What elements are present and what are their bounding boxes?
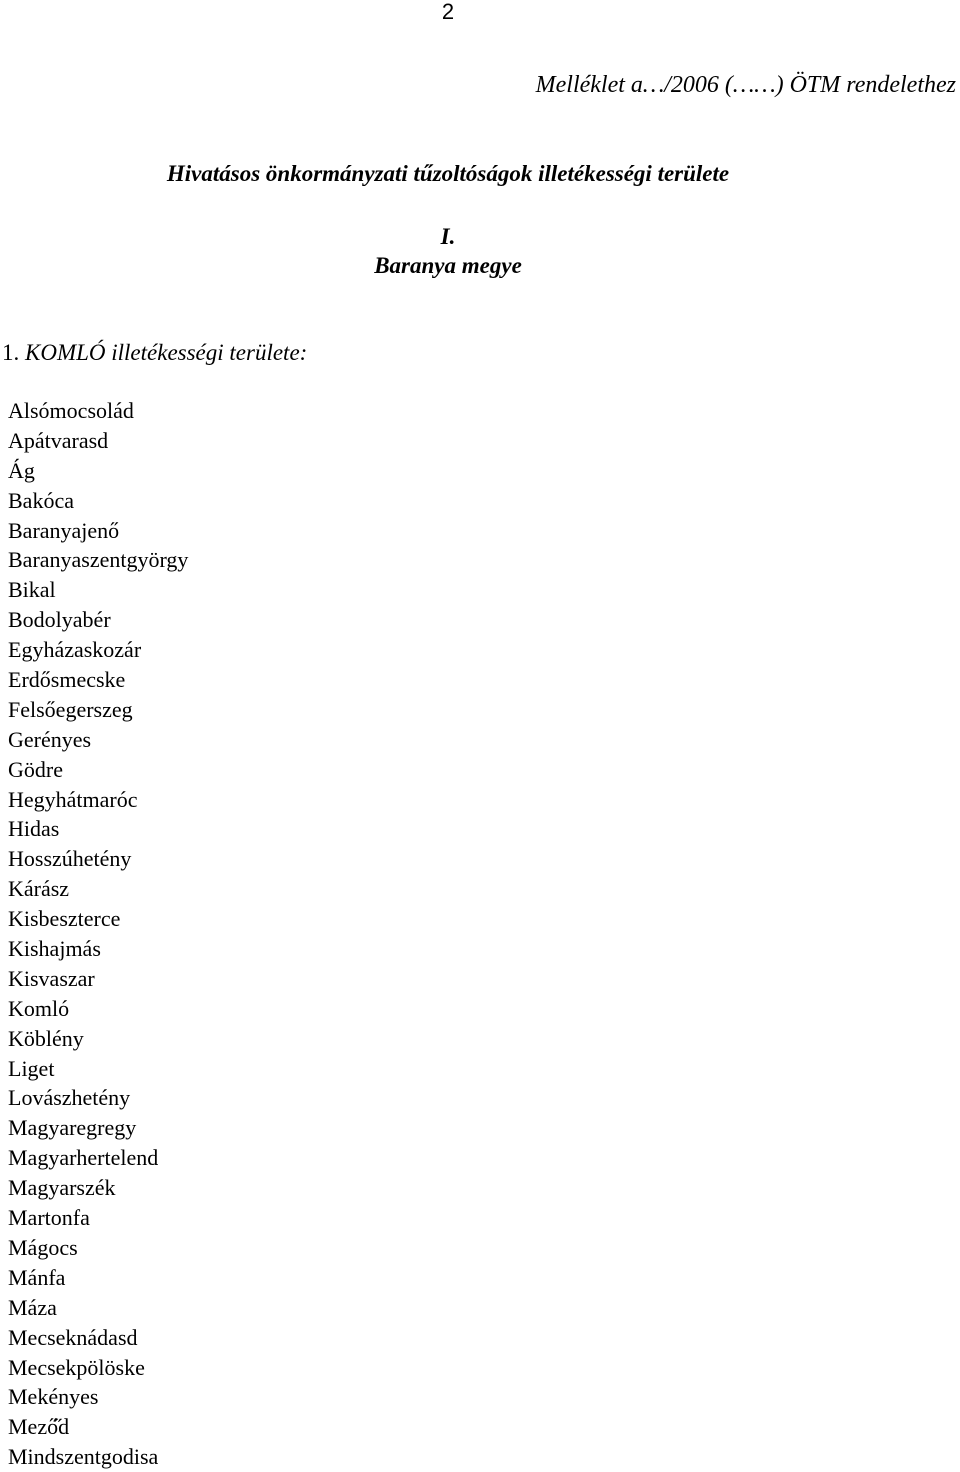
section-heading: [2, 338, 307, 368]
settlement-item: Felsőegerszeg: [8, 696, 133, 722]
settlement-item: Magyaregregy: [8, 1115, 137, 1141]
settlement-item: Mecseknádasd: [8, 1324, 138, 1350]
settlement-item: Hidas: [8, 816, 60, 842]
settlement-item: Bikal: [8, 577, 56, 603]
settlement-item: Gödre: [8, 756, 63, 782]
settlement-item: Bodolyabér: [8, 607, 111, 633]
settlement-item: Baranyaszentgyörgy: [8, 547, 189, 573]
settlement-item: Hegyhátmaróc: [8, 786, 138, 812]
settlement-item: Hosszúhetény: [8, 846, 132, 872]
county-name: Baranya megye: [374, 253, 522, 278]
settlement-item: Erdősmecske: [8, 667, 126, 693]
settlement-item: Mecsekpölöske: [8, 1354, 145, 1380]
settlement-item: Apátvarasd: [8, 427, 109, 453]
settlement-item: Lovászhetény: [8, 1085, 131, 1111]
settlement-item: Bakóca: [8, 487, 74, 513]
settlement-item: Gerényes: [8, 726, 92, 752]
settlement-item: Mező̋d: [8, 1414, 70, 1440]
settlement-item: Mánfa: [8, 1264, 66, 1290]
settlement-item: Mágocs: [8, 1234, 78, 1260]
settlement-item: Köblény: [8, 1025, 84, 1051]
settlement-item: Kishajmás: [8, 936, 101, 962]
settlement-item: Magyarhertelend: [8, 1145, 159, 1171]
settlement-list: [8, 396, 188, 1472]
annex-title: Melléklet a…/2006 (……) ÖTM rendelethez: [535, 72, 956, 98]
settlement-item: Magyarszék: [8, 1175, 116, 1201]
settlement-item: Egyházaskozár: [8, 637, 142, 663]
document-title: Hivatásos önkormányzati tűzoltóságok illetékességi területe: [166, 161, 730, 186]
settlement-item: Martonfa: [8, 1205, 90, 1231]
settlement-item: Alsómocsolád: [8, 398, 134, 423]
section-title: KOMLÓ illetékességi területe:: [25, 340, 308, 365]
county-roman-numeral: I.: [440, 224, 456, 249]
section-number: 1.: [2, 340, 20, 365]
settlement-item: Liget: [8, 1055, 55, 1081]
settlement-item: Kisbeszterce: [8, 906, 121, 932]
settlement-item: Mindszentgodisa: [8, 1444, 159, 1470]
settlement-item: Kárász: [8, 876, 70, 902]
settlement-item: Baranyajenő: [8, 517, 120, 543]
settlement-item: Máza: [8, 1294, 57, 1320]
settlement-item: Mekényes: [8, 1384, 99, 1410]
settlement-item: Komló: [8, 995, 70, 1021]
settlement-item: Kisvaszar: [8, 965, 95, 991]
settlement-item: Ág: [8, 457, 35, 483]
page-number: 2: [441, 0, 455, 24]
